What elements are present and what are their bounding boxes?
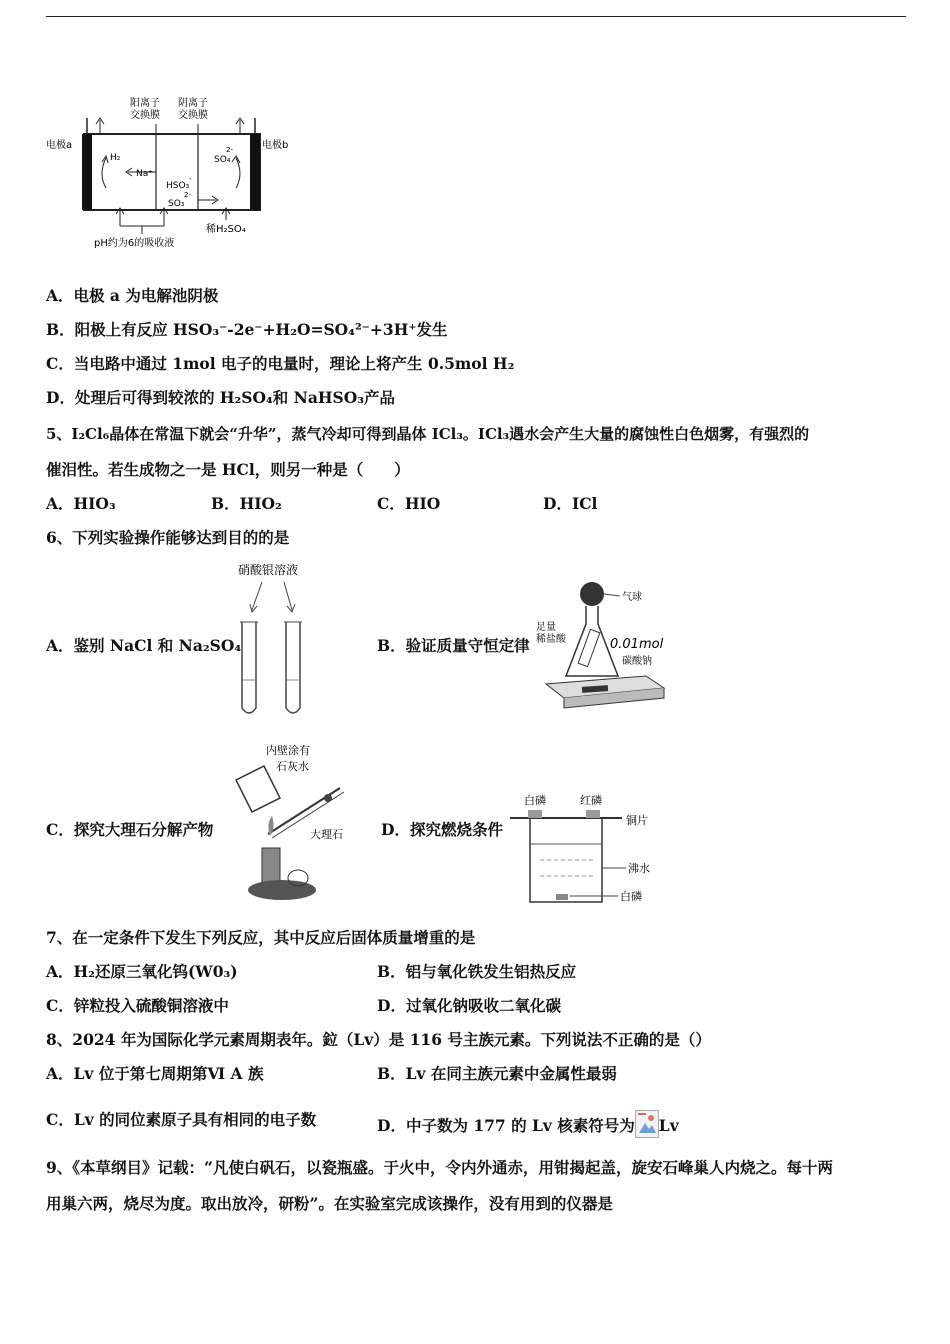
dilute-acid-label: 稀H₂SO₄ (206, 224, 246, 235)
q5-option-b: B．HIO₂ (211, 494, 282, 513)
q8-option-b: B．Lv 在同主族元素中金属性最弱 (377, 1064, 617, 1083)
anion-membrane-label2: 交换膜 (178, 110, 208, 121)
electrode-b-label: 电极b (262, 140, 289, 151)
broken-image-icon (635, 1110, 659, 1138)
q9-stem-line1: 9、《本草纲目》记载：“凡使白矾石，以瓷瓶盛。于火中，令内外通赤，用钳揭起盖，旋安石峰巢人内烧之。每十两 (46, 1158, 833, 1177)
amount-label: 0.01mol (610, 637, 664, 652)
q4-option-c: C．当电路中通过 1mol 电子的电量时，理论上将产生 0.5mol H₂ (46, 354, 515, 373)
q8-option-d-row (377, 1110, 679, 1138)
cation-membrane-label2: 交换膜 (130, 110, 160, 121)
so3-label: SO₃ (168, 199, 185, 209)
q7-stem: 7、在一定条件下发生下列反应，其中反应后固体质量增重的是 (46, 928, 476, 947)
acid-label2: 稀盐酸 (536, 634, 566, 645)
q7-option-b: B．铝与氧化铁发生铝热反应 (377, 962, 577, 981)
q8-option-c: C．Lv 的同位素原子具有相同的电子数 (46, 1110, 317, 1129)
boiling-water-label: 沸水 (628, 862, 650, 875)
beaker-wall-label1: 内壁涂有 (266, 744, 310, 757)
electrode-a-label: 电极a (46, 140, 73, 151)
red-phosphorus-label: 红磷 (580, 794, 602, 807)
cation-membrane-label: 阳离子 (130, 98, 160, 109)
balloon-label: 气球 (622, 592, 642, 603)
so4-charge: 2- (226, 146, 233, 154)
h2-label: H₂ (110, 153, 121, 163)
carbonate-label: 碳酸钠 (622, 656, 652, 667)
q8-option-d-suffix: Lv (658, 1116, 679, 1135)
q6-option-b: B．验证质量守恒定律 (377, 636, 530, 655)
q6-option-d: D．探究燃烧条件 (381, 820, 503, 839)
q8-option-a: A．Lv 位于第七周期第Ⅵ A 族 (46, 1064, 264, 1083)
white-phosphorus-label: 白磷 (524, 794, 546, 807)
na-label: Na⁺ (136, 169, 153, 179)
marble-label: 大理石 (310, 828, 343, 841)
q6-option-c: C．探究大理石分解产物 (46, 820, 214, 839)
q5-option-c: C．HIO (377, 494, 441, 513)
q6-stem: 6、下列实验操作能够达到目的的是 (46, 528, 290, 547)
anion-membrane-label: 阴离子 (178, 98, 208, 109)
hso3-label: HSO₃ (166, 181, 190, 191)
q4-option-b: B．阳极上有反应 HSO₃⁻-2e⁻+H₂O=SO₄²⁻+3H⁺发生 (46, 320, 448, 339)
white-phosphorus-label2: 白磷 (620, 890, 642, 903)
so3-charge: 2- (184, 191, 191, 199)
so4-label: SO₄ (214, 155, 231, 165)
q5-stem-line1: 5、I₂Cl₆晶体在常温下就会“升华”，蒸气冷却可得到晶体 ICl₃。ICl₃遇水会产生大量的腐蚀性白色烟雾，有强烈的 (46, 425, 810, 443)
combustion-figure (510, 790, 670, 914)
q9-stem-line2: 用巢六两，烧尽为度。取出放冷，研粉”。在实验室完成该操作，没有用到的仪器是 (46, 1194, 613, 1213)
test-tubes-figure (230, 560, 320, 720)
copper-label: 铜片 (626, 814, 648, 827)
q7-option-c: C．锌粒投入硫酸铜溶液中 (46, 996, 229, 1015)
q5-option-a: A．HIO₃ (46, 494, 116, 513)
q8-stem: 8、2024 年为国际化学元素周期表年。鉝（Lv）是 116 号主族元素。下列说法不正确的是（） (46, 1030, 711, 1049)
q4-option-d: D．处理后可得到较浓的 H₂SO₄和 NaHSO₃产品 (46, 388, 395, 407)
q7-option-a: A．H₂还原三氧化钨(W0₃) (46, 962, 238, 981)
silver-nitrate-label: 硝酸银溶液 (238, 563, 299, 577)
hso3-charge: - (189, 175, 192, 183)
q8-option-d: D．中子数为 177 的 Lv 核素符号为 (377, 1116, 635, 1135)
beaker-wall-label2: 石灰水 (276, 760, 309, 773)
q6-option-a: A．鉴别 NaCl 和 Na₂SO₄ (46, 636, 242, 655)
burner-figure (228, 738, 358, 908)
header-rule (46, 16, 906, 17)
balance-figure (536, 580, 676, 714)
acid-label1: 足量 (536, 622, 556, 633)
q7-option-d: D．过氧化钠吸收二氧化碳 (377, 996, 561, 1015)
q5-option-d: D．ICl (543, 494, 598, 513)
electrolysis-diagram (44, 96, 304, 256)
absorb-label: pH约为6的吸收液 (94, 238, 175, 249)
q4-option-a: A．电极 a 为电解池阴极 (46, 286, 219, 305)
q5-stem-line2: 催泪性。若生成物之一是 HCl，则另一种是（ ） (46, 460, 410, 479)
